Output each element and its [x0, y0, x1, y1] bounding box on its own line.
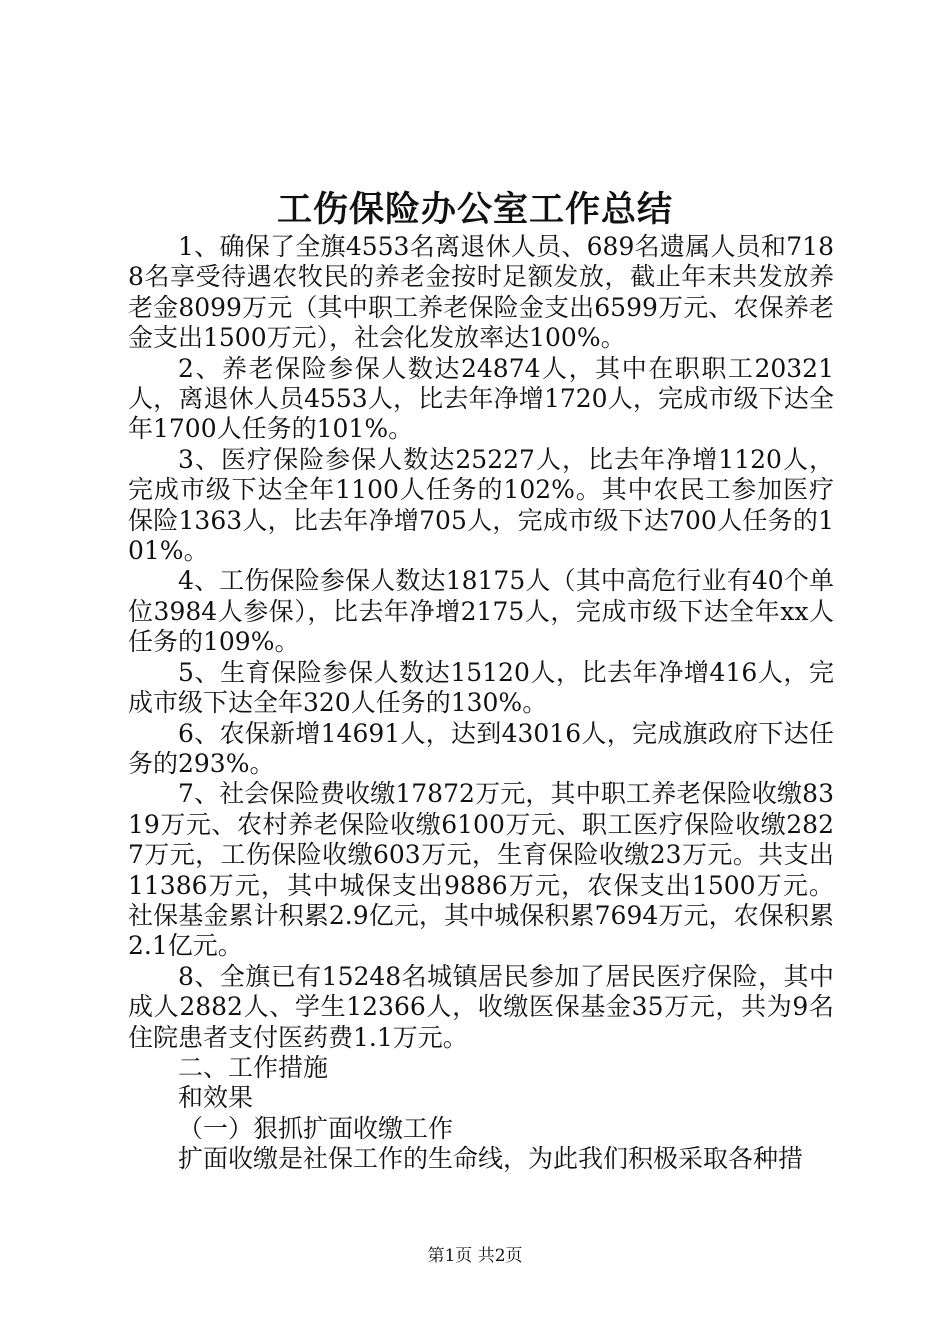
- paragraph-5: 5、生育保险参保人数达15120人，比去年净增416人，完成市级下达全年320人任务的130%。: [128, 657, 834, 718]
- section-heading-effects: 和效果: [178, 1083, 254, 1113]
- paragraph-8: 8、全旗已有15248名城镇居民参加了居民医疗保险，其中成人2882人、学生12366人，收缴医保基金35万元，共为9名住院患者支付医药费1.1万元。: [128, 961, 834, 1052]
- section-heading-measures: 二、工作措施: [178, 1052, 329, 1082]
- subsection-heading-expansion: （一）狠抓扩面收缴工作: [178, 1113, 454, 1143]
- document-title: 工伤保险办公室工作总结: [276, 189, 673, 230]
- paragraph-3: 3、医疗保险参保人数达25227人，比去年净增1120人，完成市级下达全年1100人任务的102%。其中农民工参加医疗保险1363人，比去年净增705人，完成市级下达700人任务的101%。: [128, 444, 834, 566]
- paragraph-7: 7、社会保险费收缴17872万元，其中职工养老保险收缴8319万元、农村养老保险收缴6100万元、职工医疗保险收缴2827万元，工伤保险收缴603万元，生育保险收缴23万元。共支出11386万元，其中城保支出9886万元，农保支出1500万元。社保基金累计积累2.9亿元，其中城保积累7694万元，农保积累2.1亿元。: [128, 779, 834, 961]
- paragraph-4: 4、工伤保险参保人数达18175人（其中高危行业有40个单位3984人参保），比去年净增2175人，完成市级下达全年xx人任务的109%。: [128, 566, 834, 657]
- page-footer: 第1页 共2页: [427, 1246, 523, 1266]
- paragraph-1: 1、确保了全旗4553名离退休人员、689名遗属人员和7188名享受待遇农牧民的养老金按时足额发放，截止年末共发放养老金8099万元（其中职工养老保险金支出6599万元、农保养老金支出1500万元），社会化发放率达100%。: [128, 232, 834, 353]
- paragraph-expansion: 扩面收缴是社保工作的生命线，为此我们积极采取各种措: [178, 1144, 804, 1174]
- document-body: [128, 232, 834, 1175]
- paragraph-2: 2、养老保险参保人数达24874人，其中在职职工20321人，离退休人员4553人，比去年净增1720人，完成市级下达全年1700人任务的101%。: [128, 353, 834, 444]
- paragraph-6: 6、农保新增14691人，达到43016人，完成旗政府下达任务的293%。: [128, 718, 834, 778]
